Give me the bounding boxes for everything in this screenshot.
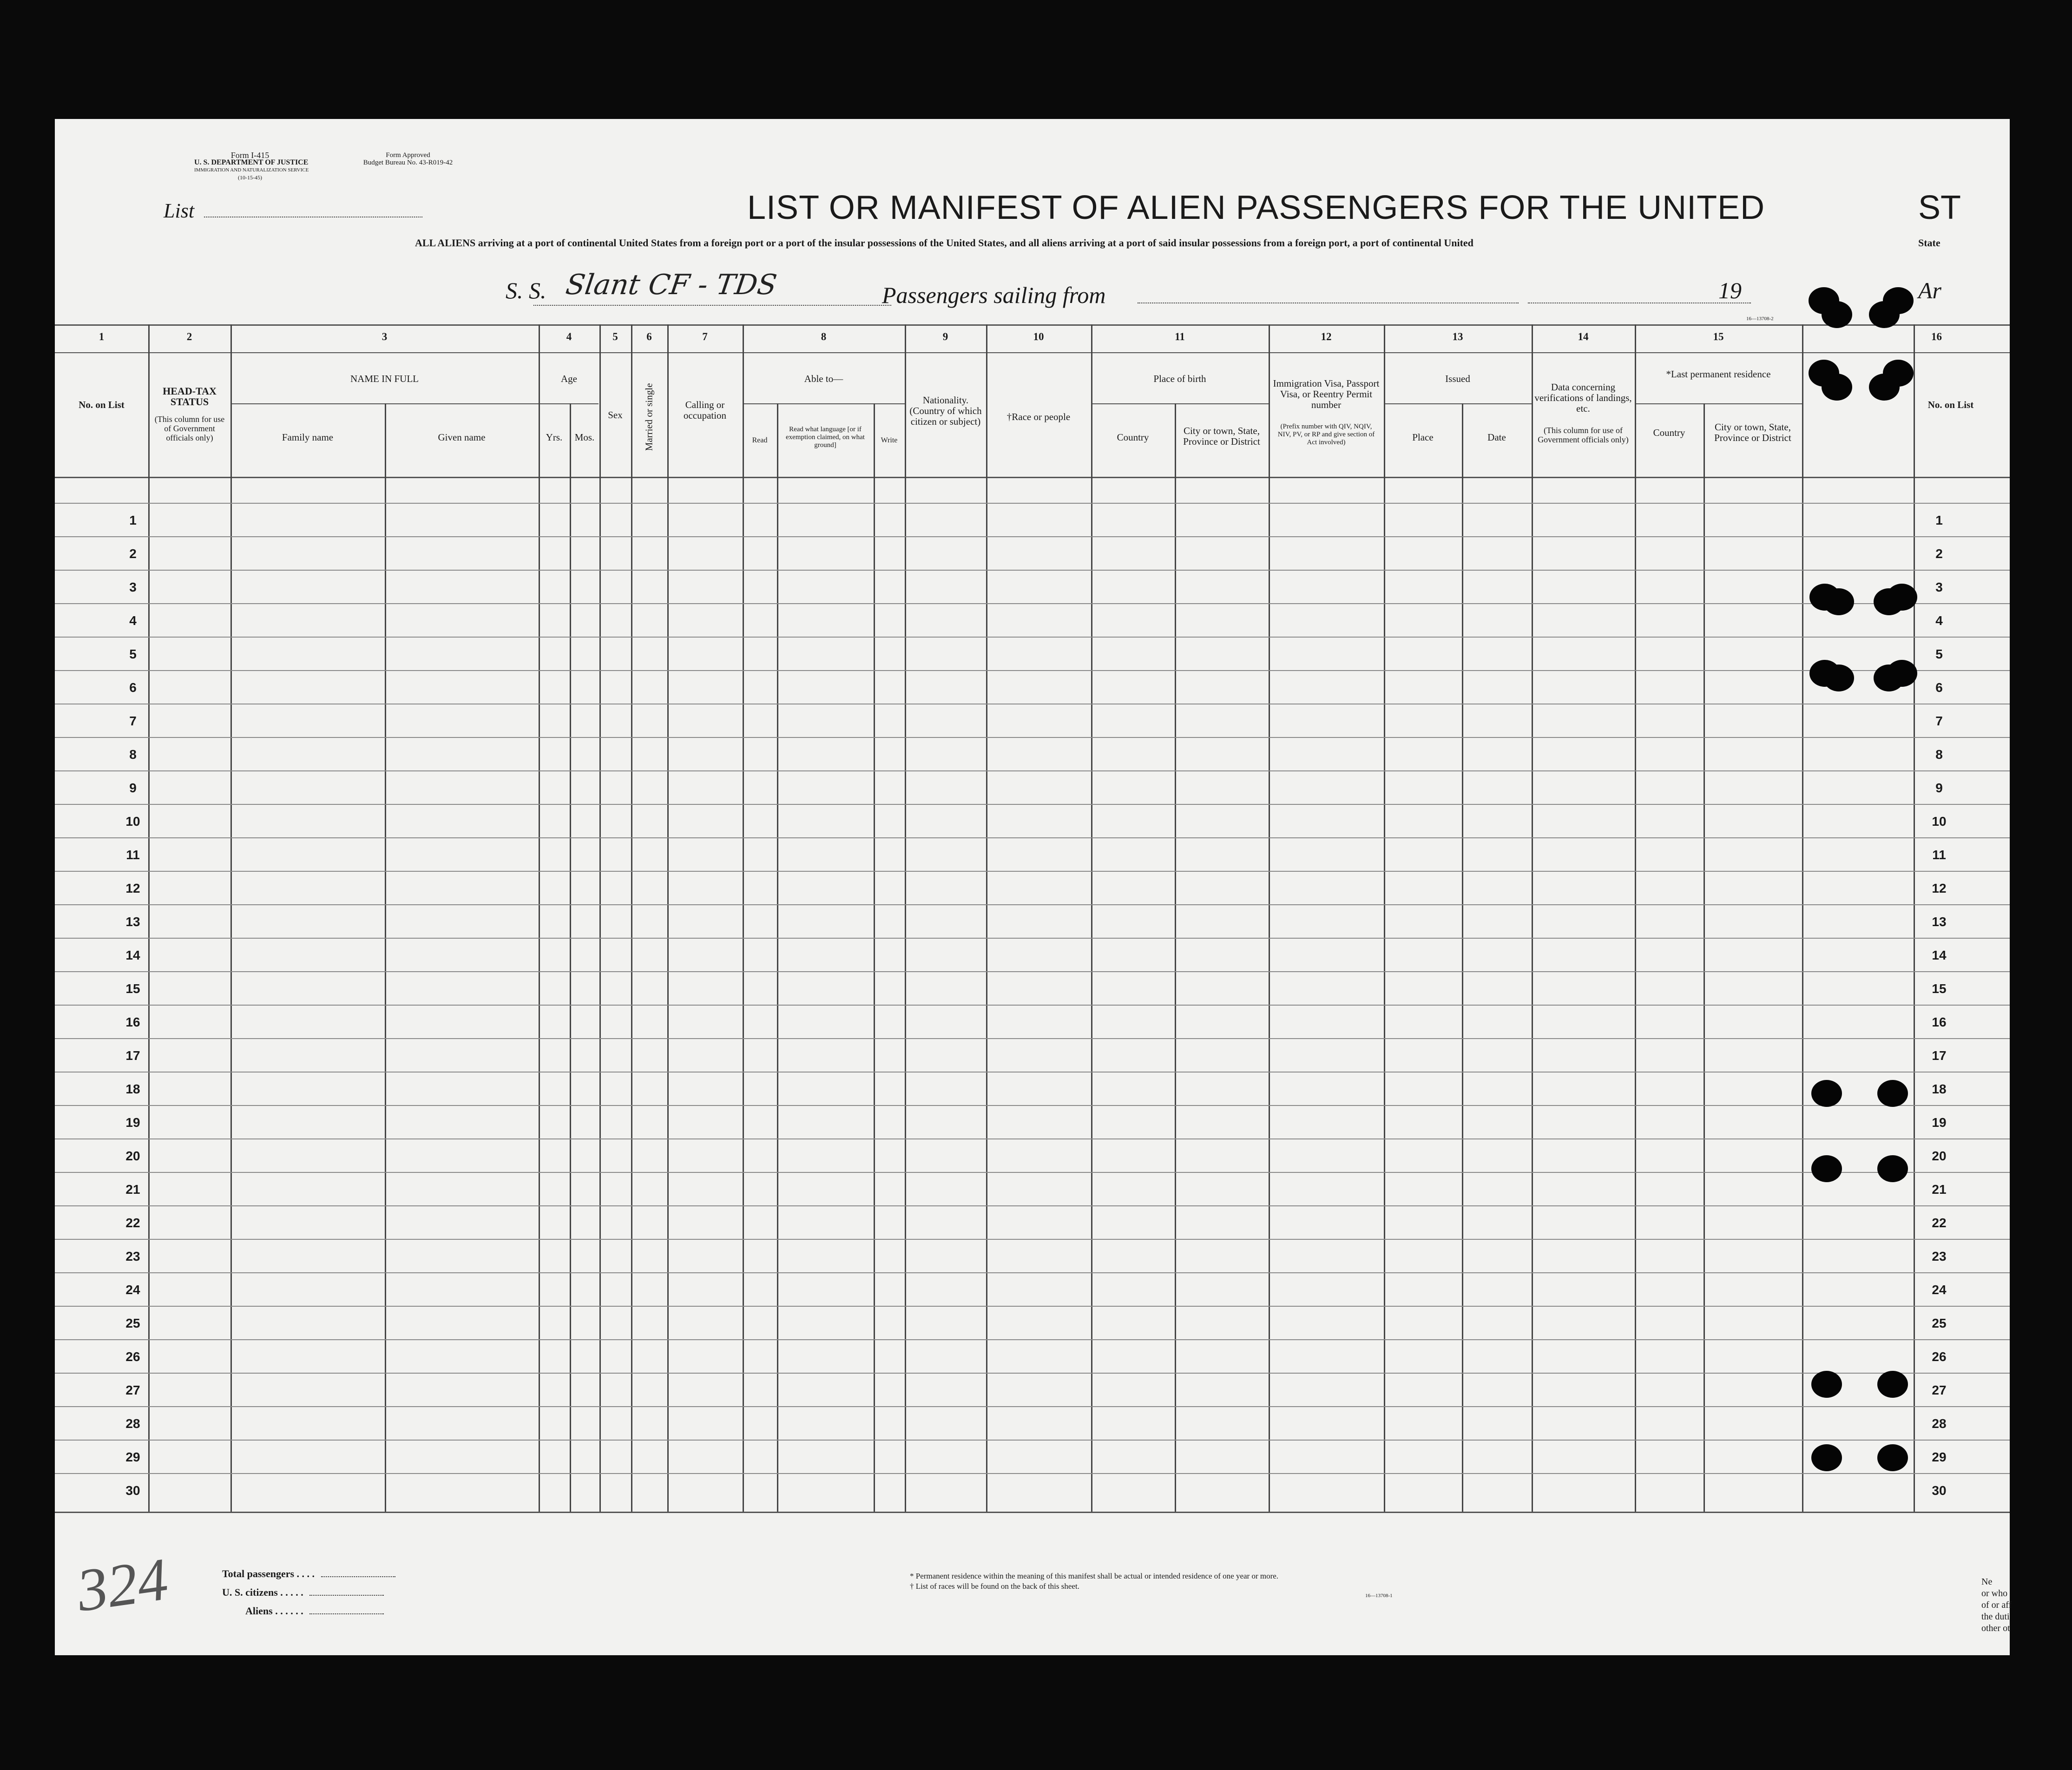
header-visa-note: (Prefix number with QIV, NQIV, NIV, PV, or RP and give section of Act involved) (1277, 423, 1375, 446)
header-race: †Race or people (1006, 411, 1071, 422)
punch-hole (1822, 374, 1852, 401)
row-number-right: 5 (1935, 647, 1943, 661)
row-line (55, 938, 2010, 939)
header-nationality: Nationality. (Country of which citizen or subject) (909, 395, 982, 427)
header-read-language: Read what language [or if exemption claimed, on what ground] (786, 426, 865, 449)
name-subheader-line (230, 403, 599, 404)
row-line (55, 1440, 2010, 1441)
row-number-right: 14 (1932, 948, 1947, 962)
row-number-right: 28 (1932, 1416, 1947, 1431)
residence-subheader-line (1635, 403, 1802, 404)
column-number: 3 (382, 331, 388, 342)
vessel-prefix: S. S. (506, 277, 546, 303)
row-number: 22 (125, 1216, 140, 1230)
cut-off-line: or who (1981, 1588, 2008, 1599)
row-line (55, 1172, 2010, 1173)
row-number-right: 3 (1935, 580, 1943, 594)
us-citizens-row: U. S. citizens . . . . . (222, 1586, 384, 1599)
row-number-right: 2 (1935, 546, 1943, 561)
header-visa: Immigration Visa, Passport Visa, or Reentry Permit number (1273, 378, 1380, 410)
row-number: 11 (126, 848, 140, 862)
row-line (55, 1239, 2010, 1240)
header-sex: Sex (608, 409, 623, 421)
row-number: 27 (125, 1383, 140, 1397)
header-given-name: Given name (438, 432, 486, 443)
manifest-title: LIST OR MANIFEST OF ALIEN PASSENGERS FOR THE UNITED (747, 189, 1765, 226)
cut-off-line: the duti (1981, 1612, 2010, 1622)
table-bottom-line (55, 1512, 2010, 1513)
row-number-right: 15 (1932, 981, 1947, 996)
header-married-single: Married or single (643, 383, 655, 451)
header-birth-city: City or town, State, Province or District (1183, 425, 1260, 447)
row-number: 18 (125, 1082, 140, 1096)
row-line (55, 1373, 2010, 1374)
row-number-right: 4 (1935, 613, 1943, 628)
punch-hole (1887, 660, 1917, 687)
column-number: 9 (942, 331, 948, 342)
row-number-right: 30 (1932, 1483, 1947, 1498)
table-top-line (55, 324, 2010, 326)
column-number: 7 (702, 331, 708, 342)
row-number: 3 (129, 580, 137, 594)
row-number: 20 (125, 1149, 140, 1163)
manifest-subtitle: ALL ALIENS arriving at a port of continental United States from a foreign port or a port of the insular possessions of the United States, and all aliens arriving at a port of said insular possessions from a foreign port, a port of continental United (415, 237, 1473, 249)
punch-hole (1877, 1444, 1908, 1471)
header-age-years: Yrs. (546, 432, 563, 443)
row-number: 10 (125, 814, 140, 829)
manifest-sheet (55, 119, 2010, 1655)
header-head-tax: HEAD-TAX STATUS (163, 385, 217, 408)
print-code-bottom: 16—13708-1 (1365, 1593, 1393, 1599)
row-number: 9 (129, 781, 137, 795)
header-issued-date: Date (1487, 432, 1506, 443)
punch-hole (1887, 584, 1917, 611)
row-number-right: 17 (1932, 1048, 1947, 1063)
row-number: 6 (129, 680, 137, 695)
aliens-label: Aliens (245, 1605, 273, 1617)
column-number: 13 (1452, 331, 1463, 342)
row-line (55, 904, 2010, 905)
row-number-right: 20 (1932, 1149, 1947, 1163)
row-number: 12 (125, 881, 140, 895)
header-verifications: Data concerning verifications of landings, etc. (1534, 382, 1632, 414)
row-number-right: 21 (1932, 1182, 1947, 1197)
row-number: 17 (125, 1048, 140, 1063)
row-number-right: 18 (1932, 1082, 1947, 1096)
row-number-right: 26 (1932, 1349, 1947, 1364)
row-number: 5 (129, 647, 137, 661)
budget-number: Budget Bureau No. 43-R019-42 (363, 159, 453, 166)
form-approved: Form Approved (386, 151, 430, 159)
column-number: 14 (1578, 331, 1589, 342)
us-citizens-label: U. S. citizens (222, 1586, 278, 1598)
row-line (55, 770, 2010, 771)
header-read: Read (752, 436, 768, 444)
row-line (55, 1406, 2010, 1407)
header-issued-place: Place (1412, 432, 1434, 443)
row-number-right: 13 (1932, 915, 1947, 929)
service-name: IMMIGRATION AND NATURALIZATION SERVICE (194, 167, 309, 173)
year-prefix: 19 (1718, 277, 1742, 303)
handwritten-page-number: 324 (72, 1546, 172, 1625)
header-name-in-full: NAME IN FULL (350, 373, 419, 384)
footnote-races: † List of races will be found on the back of this sheet. (910, 1582, 1079, 1591)
form-number: Form I-415 (230, 151, 270, 160)
header-no-on-list: No. on List (79, 399, 125, 410)
form-edition: (10-15-45) (238, 174, 262, 181)
header-verifications-note: (This column for use of Government officials only) (1538, 426, 1629, 444)
row-line (55, 1272, 2010, 1273)
punch-hole (1823, 665, 1854, 691)
column-number: 5 (612, 331, 618, 342)
row-number-right: 1 (1935, 513, 1943, 527)
row-line (55, 637, 2010, 638)
aliens-row: Aliens . . . . . . (245, 1605, 384, 1617)
row-number-right: 10 (1932, 814, 1947, 829)
row-line (55, 1205, 2010, 1206)
row-number: 14 (125, 948, 140, 962)
row-line (55, 1339, 2010, 1340)
row-number: 4 (129, 613, 137, 628)
row-line (55, 670, 2010, 671)
row-number: 15 (125, 981, 140, 996)
total-passengers-label: Total passengers (222, 1568, 295, 1579)
row-number: 26 (125, 1349, 140, 1364)
arriving-label-cut: Ar (1918, 277, 1941, 303)
row-line (55, 1105, 2010, 1106)
punch-hole (1823, 588, 1854, 615)
column-number: 4 (566, 331, 572, 342)
row-line (55, 503, 2010, 504)
row-line (55, 804, 2010, 805)
column-number: 10 (1033, 331, 1044, 342)
vessel-name-handwritten: Slant CF - TDS (564, 269, 779, 301)
footnote-residence: * Permanent residence within the meaning of this manifest shall be actual or intended residence of one year or more. (910, 1572, 1279, 1580)
header-occupation: Calling or occupation (683, 399, 727, 421)
approval-block (343, 151, 473, 166)
header-able-to: Able to— (804, 373, 843, 384)
punch-hole (1877, 1080, 1908, 1107)
row-line (55, 1306, 2010, 1307)
row-line (55, 1473, 2010, 1474)
able-subheader-line (743, 403, 905, 404)
row-number-right: 19 (1932, 1115, 1947, 1130)
punch-hole (1883, 360, 1914, 387)
manifest-subtitle-cut: State (1918, 237, 1940, 249)
header-age-months: Mos. (574, 432, 595, 443)
column-number: 15 (1713, 331, 1724, 342)
row-line (55, 1072, 2010, 1073)
row-number: 1 (129, 513, 137, 527)
row-number: 19 (125, 1115, 140, 1130)
row-number-right: 22 (1932, 1216, 1947, 1230)
row-number-right: 27 (1932, 1383, 1947, 1397)
row-number-right: 23 (1932, 1249, 1947, 1263)
row-number-right: 25 (1932, 1316, 1947, 1330)
us-citizens-field[interactable] (309, 1595, 384, 1596)
row-number: 29 (125, 1450, 140, 1464)
punch-hole (1822, 301, 1852, 328)
header-issued: Issued (1445, 373, 1470, 384)
header-bottom-line (55, 477, 2010, 478)
column-number: 8 (821, 331, 827, 342)
row-number-right: 8 (1935, 747, 1943, 762)
row-line (55, 737, 2010, 738)
row-number-right: 11 (1932, 848, 1946, 862)
header-family-name: Family name (282, 432, 334, 443)
row-number: 13 (125, 915, 140, 929)
column-number: 1 (99, 331, 105, 342)
row-line (55, 536, 2010, 537)
row-number-right: 24 (1932, 1283, 1947, 1297)
row-number: 25 (125, 1316, 140, 1330)
cut-off-line: other ot (1981, 1623, 2010, 1633)
cut-off-line: Ne (1981, 1577, 1993, 1587)
total-passengers-row: Total passengers . . . . (222, 1568, 395, 1580)
aliens-field[interactable] (309, 1613, 384, 1614)
row-number: 23 (125, 1249, 140, 1263)
header-residence-city: City or town, State, Province or District (1714, 421, 1791, 443)
header-residence-country: Country (1653, 427, 1685, 438)
header-last-residence: *Last permanent residence (1666, 368, 1771, 380)
sailing-label: Passengers sailing from (882, 282, 1106, 308)
punch-hole (1883, 287, 1914, 314)
cut-off-line: of or aff (1981, 1600, 2012, 1610)
row-line (55, 1005, 2010, 1006)
column-number: 6 (646, 331, 652, 342)
row-line (55, 1038, 2010, 1039)
manifest-title-cut: ST (1918, 189, 1961, 226)
punch-hole (1811, 1155, 1842, 1182)
column-number: 2 (186, 331, 192, 342)
form-info-block (194, 151, 309, 181)
department-name: U. S. DEPARTMENT OF JUSTICE (194, 158, 309, 166)
row-number: 16 (125, 1015, 140, 1029)
row-number-right: 12 (1932, 881, 1947, 895)
header-birth-country: Country (1117, 432, 1149, 443)
column-number: 12 (1321, 331, 1332, 342)
row-line (55, 570, 2010, 571)
row-line (55, 837, 2010, 838)
punch-hole (1811, 1444, 1842, 1471)
row-number-right: 29 (1932, 1450, 1947, 1464)
vessel-field[interactable] (533, 305, 891, 306)
header-age: Age (561, 373, 577, 384)
row-number: 30 (125, 1483, 140, 1498)
birth-subheader-line (1092, 403, 1269, 404)
row-number-right: 9 (1935, 781, 1943, 795)
column-number-line (55, 352, 2010, 353)
cut-off-text-block (1981, 1576, 2012, 1634)
print-code-top: 16—13708-2 (1746, 316, 1774, 322)
row-number-right: 6 (1935, 680, 1943, 695)
punch-hole (1811, 1371, 1842, 1398)
header-place-of-birth: Place of birth (1153, 373, 1206, 384)
row-number: 24 (125, 1283, 140, 1297)
row-line (55, 971, 2010, 972)
punch-hole (1811, 1080, 1842, 1107)
row-line (55, 603, 2010, 604)
row-number-right: 7 (1935, 714, 1943, 728)
row-number: 2 (129, 546, 137, 561)
punch-hole (1877, 1371, 1908, 1398)
row-number: 7 (129, 714, 137, 728)
row-line (55, 1138, 2010, 1139)
header-no-on-list-right: No. on List (1927, 399, 1974, 410)
column-number: 11 (1175, 331, 1185, 342)
row-number: 21 (125, 1182, 140, 1197)
punch-hole (1877, 1155, 1908, 1182)
row-number: 28 (125, 1416, 140, 1431)
column-number: 16 (1931, 331, 1942, 342)
row-line (55, 871, 2010, 872)
header-head-tax-note: (This column for use of Government officials only) (154, 415, 225, 442)
list-label: List (164, 199, 195, 222)
row-number: 8 (129, 747, 137, 762)
total-passengers-field[interactable] (321, 1576, 395, 1577)
list-label-row (164, 199, 422, 223)
row-number-right: 16 (1932, 1015, 1947, 1029)
header-write: Write (881, 436, 898, 444)
issued-subheader-line (1384, 403, 1532, 404)
